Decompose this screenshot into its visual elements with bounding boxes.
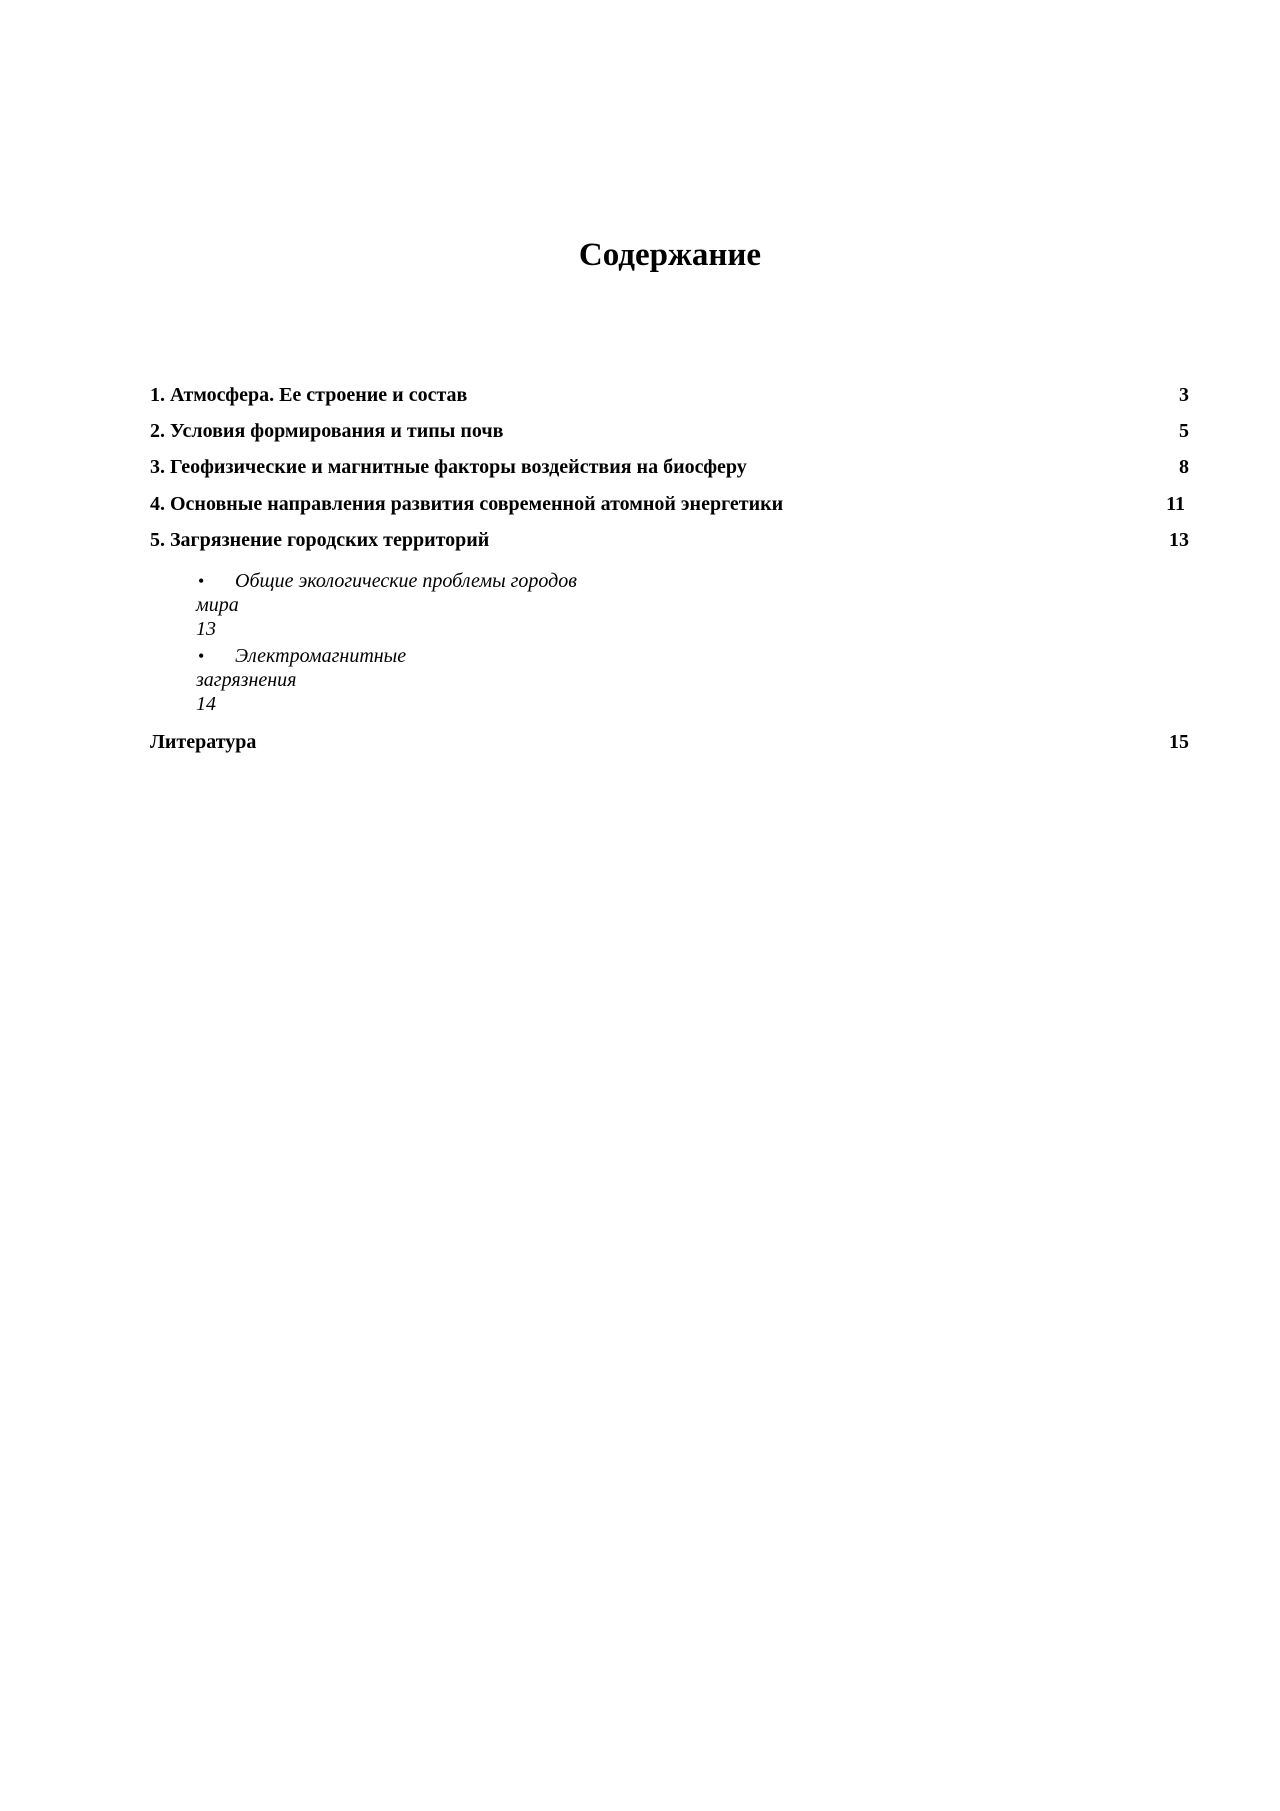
toc-subentry-label-continued: мира	[196, 594, 239, 616]
toc-subentry-label: Общие экологические проблемы городов	[235, 570, 577, 592]
toc-subentry-page: 14	[196, 693, 216, 715]
toc-entry-page: 15	[1169, 731, 1189, 753]
toc-entry-label: Литература	[150, 731, 257, 753]
toc-entry-page: 3	[1179, 384, 1189, 406]
toc-entry-label: 3. Геофизические и магнитные факторы воздействия на биосферу	[150, 456, 747, 478]
bullet-icon: •	[198, 646, 205, 666]
toc-entry-label: 1. Атмосфера. Ее строение и состав	[150, 384, 468, 406]
toc-subentry-page: 13	[196, 618, 216, 640]
toc-subentry[interactable]	[196, 644, 406, 716]
toc-entry-label: 4. Основные направления развития современной атомной энергетики	[150, 493, 784, 515]
toc-entry[interactable]	[150, 525, 1189, 555]
toc-entry[interactable]	[150, 416, 1189, 446]
toc-entry[interactable]	[150, 380, 1189, 410]
page-title: Содержание	[578, 237, 762, 273]
toc-entry-page: 11	[1166, 493, 1185, 515]
toc-subentry-label: Электромагнитные	[235, 645, 407, 667]
toc-subentry[interactable]	[196, 569, 577, 641]
toc-entry-page: 5	[1179, 420, 1189, 442]
toc-entry[interactable]	[150, 452, 1189, 482]
bullet-icon: •	[198, 571, 205, 591]
toc-entry-page: 13	[1169, 529, 1189, 551]
toc-entry-label: 5. Загрязнение городских территорий	[150, 529, 490, 551]
toc-entry-page: 8	[1179, 456, 1189, 478]
toc-entry-label: 2. Условия формирования и типы почв	[150, 420, 504, 442]
toc-subentry-label-continued: загрязнения	[196, 669, 297, 691]
toc-entry-literature[interactable]	[150, 727, 1189, 757]
toc-entry[interactable]	[150, 489, 1189, 519]
